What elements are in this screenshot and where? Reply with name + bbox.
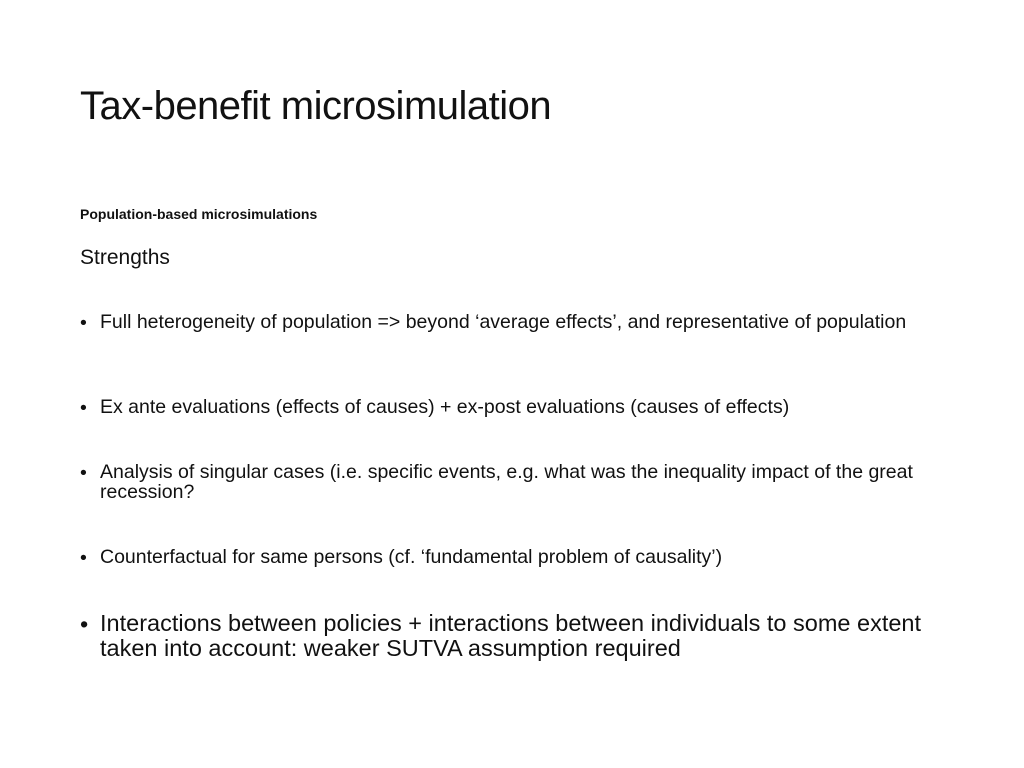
bullet-text: Full heterogeneity of population => beyond ‘average effects’, and representative of population	[100, 311, 907, 333]
bullet-item	[80, 547, 960, 570]
slide-title: Tax-benefit microsimulation	[80, 84, 552, 128]
bullet-text: Ex ante evaluations (effects of causes) + ex-post evaluations (causes of effects)	[100, 396, 790, 418]
bullet-item	[80, 397, 960, 420]
slide-subtitle: Population-based microsimulations	[80, 206, 318, 222]
bullet-item	[80, 611, 960, 660]
bullet-icon: •	[80, 611, 89, 637]
bullet-item	[80, 462, 960, 503]
bullet-text: Interactions between policies + interactions between individuals to some extent taken into account: weaker SUTVA assumption required	[100, 610, 922, 661]
bullet-item	[80, 312, 960, 335]
bullet-text: Counterfactual for same persons (cf. ‘fundamental problem of causality’)	[100, 546, 723, 568]
bullet-icon: •	[80, 547, 87, 569]
bullet-text: Analysis of singular cases (i.e. specific events, e.g. what was the inequality impact of the great recession?	[100, 461, 913, 504]
section-heading: Strengths	[80, 246, 170, 269]
bullet-icon: •	[80, 462, 87, 484]
bullet-icon: •	[80, 397, 87, 419]
bullet-icon: •	[80, 312, 87, 334]
